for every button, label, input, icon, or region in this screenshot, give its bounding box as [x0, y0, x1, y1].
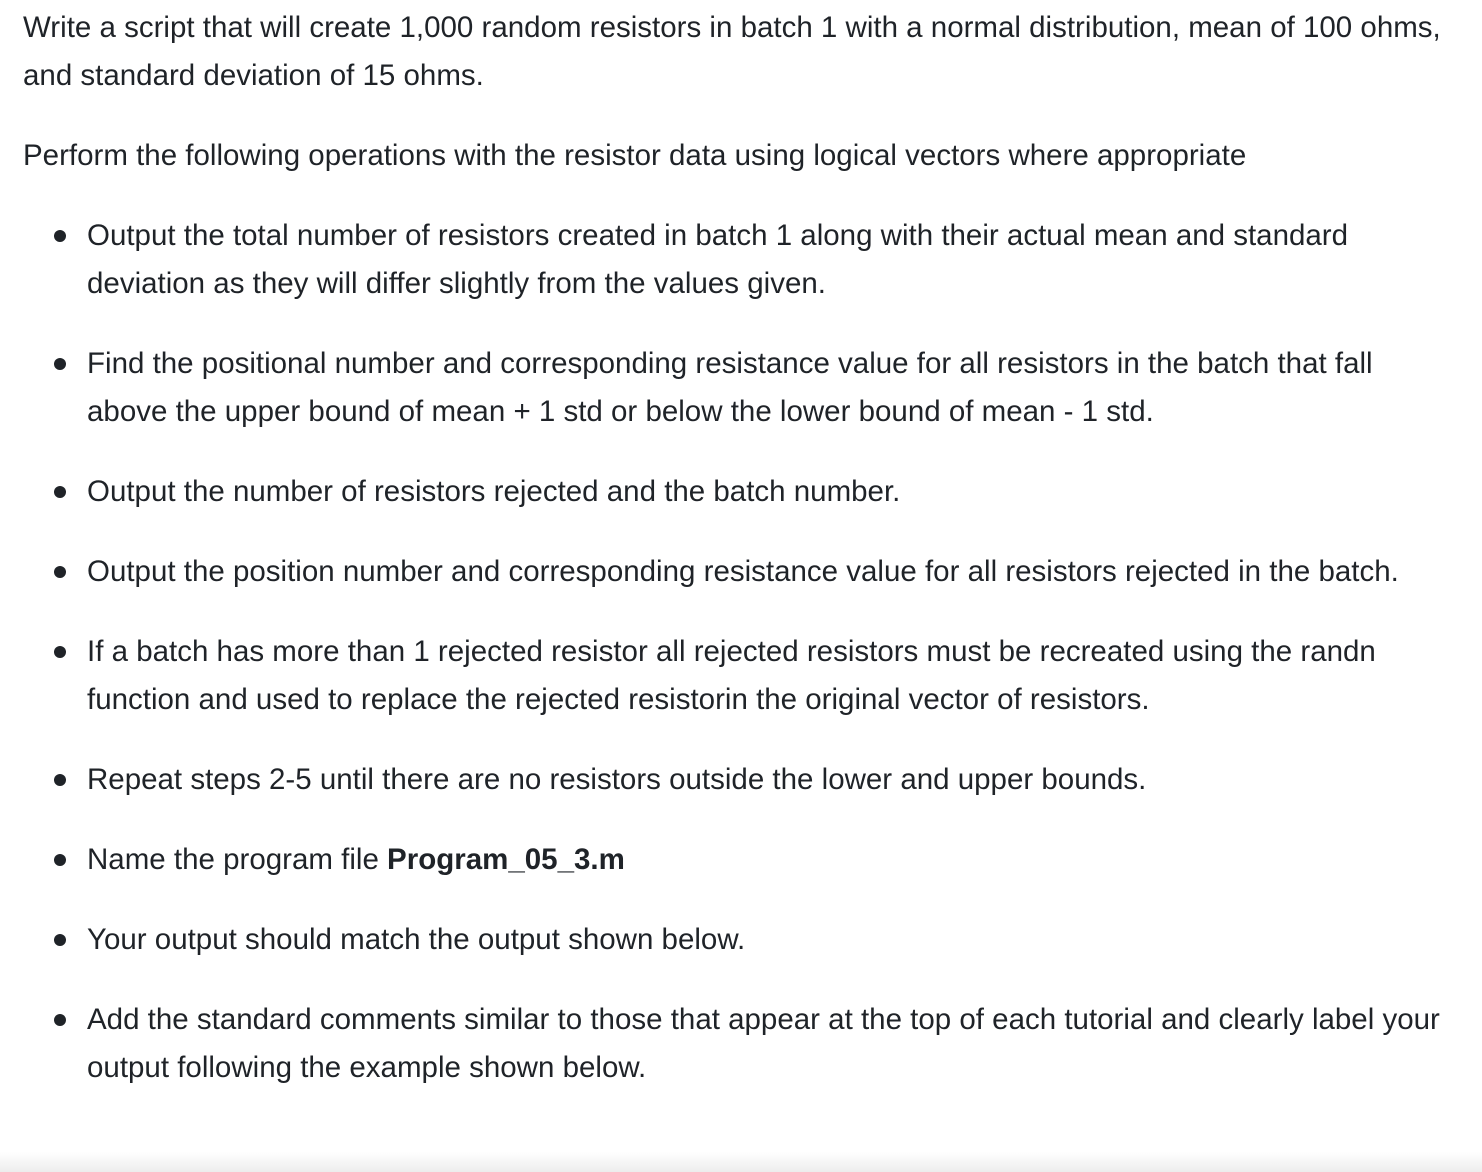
- list-item-text: Output the number of resistors rejected and the batch number.: [87, 475, 901, 508]
- list-item: [23, 212, 1453, 308]
- bullet-icon: [54, 486, 66, 498]
- bottom-edge-shadow: [0, 1152, 1482, 1172]
- assignment-instructions: [23, 4, 1453, 1092]
- list-item: [23, 836, 1453, 884]
- list-item: [23, 996, 1453, 1092]
- list-item-text: Repeat steps 2-5 until there are no resistors outside the lower and upper bounds.: [87, 763, 1147, 796]
- list-item-text: Your output should match the output shown below.: [87, 923, 746, 956]
- list-item: [23, 468, 1453, 516]
- list-item: [23, 628, 1453, 724]
- requirements-list: [23, 212, 1453, 1092]
- bullet-icon: [54, 1014, 66, 1026]
- list-item-text: Output the position number and corresponding resistance value for all resistors rejected in the batch.: [87, 555, 1399, 588]
- bullet-icon: [54, 566, 66, 578]
- bullet-icon: [54, 230, 66, 242]
- bullet-icon: [54, 854, 66, 866]
- bullet-icon: [54, 774, 66, 786]
- bullet-icon: [54, 934, 66, 946]
- list-item: [23, 756, 1453, 804]
- list-item: [23, 916, 1453, 964]
- program-filename: Program_05_3.m: [387, 843, 625, 876]
- list-item-text: Find the positional number and corresponding resistance value for all resistors in the batch that fall above the upper bound of mean + 1 std or below the lower bound of mean - 1 std.: [87, 347, 1373, 428]
- list-item-text: Add the standard comments similar to those that appear at the top of each tutorial and clearly label your output following the example shown below.: [87, 1003, 1440, 1084]
- bullet-icon: [54, 358, 66, 370]
- operations-paragraph: Perform the following operations with the resistor data using logical vectors where appropriate: [23, 139, 1247, 172]
- list-item: [23, 548, 1453, 596]
- bullet-icon: [54, 646, 66, 658]
- list-item-text: If a batch has more than 1 rejected resistor all rejected resistors must be recreated using the randn function and used to replace the rejected resistorin the original vector of resistors.: [87, 635, 1376, 716]
- list-item-text: Output the total number of resistors created in batch 1 along with their actual mean and standard deviation as they will differ slightly from the values given.: [87, 219, 1349, 300]
- list-item-text-prefix: Name the program file: [87, 843, 388, 876]
- intro-paragraph: Write a script that will create 1,000 random resistors in batch 1 with a normal distribution, mean of 100 ohms, and standard deviation of 15 ohms.: [23, 11, 1441, 92]
- list-item: [23, 340, 1453, 436]
